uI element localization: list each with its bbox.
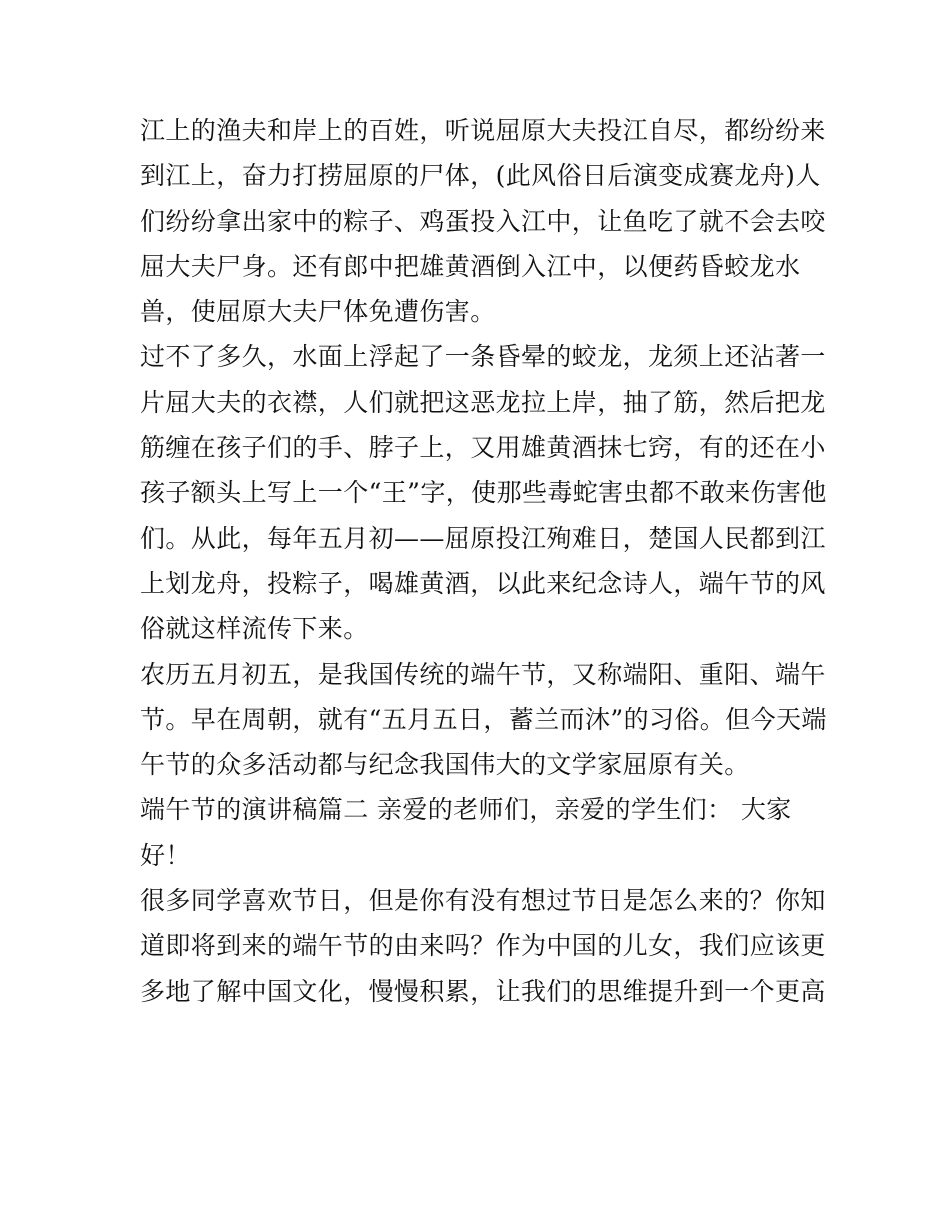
text-line: 过不了多久，水面上浮起了一条昏晕的蛟龙，龙须上还沾著一 (140, 342, 826, 372)
text-line: 端午节的演讲稿篇二 亲爱的老师们，亲爱的学生们： 大家 (140, 795, 792, 825)
text-line: 片屈大夫的衣襟，人们就把这恶龙拉上岸，抽了筋，然后把龙 (140, 387, 826, 417)
body-text (140, 108, 827, 1014)
text-line: 俗就这样流传下来。 (140, 614, 369, 644)
text-line: 孩子额头上写上一个“王”字，使那些毒蛇害虫都不敢来伤害他 (140, 478, 827, 508)
text-line: 兽，使屈原大夫尸体免遭伤害。 (140, 297, 496, 327)
text-line: 节。早在周朝，就有“五月五日，蓄兰而沐”的习俗。但今天端 (140, 704, 827, 734)
text-line: 很多同学喜欢节日，但是你有没有想过节日是怎么来的？你知 (140, 886, 826, 916)
text-line: 午节的众多活动都与纪念我国伟大的文学家屈原有关。 (140, 750, 750, 780)
text-line: 道即将到来的端午节的由来吗？作为中国的儿女，我们应该更 (140, 931, 826, 961)
text-line: 们。从此，每年五月初——屈原投江殉难日，楚国人民都到江 (140, 523, 826, 553)
text-line: 江上的渔夫和岸上的百姓，听说屈原大夫投江自尽，都纷纷来 (140, 116, 826, 145)
text-line: 筋缠在孩子们的手、脖子上，又用雄黄酒抹七窍，有的还在小 (140, 433, 826, 463)
text-line: 到江上，奋力打捞屈原的尸体，(此风俗日后演变成赛龙舟)人 (140, 161, 821, 191)
text-line: 多地了解中国文化，慢慢积累，让我们的思维提升到一个更高 (140, 976, 826, 1006)
text-line: 们纷纷拿出家中的粽子、鸡蛋投入江中，让鱼吃了就不会去咬 (140, 206, 826, 236)
text-line: 农历五月初五，是我国传统的端午节，又称端阳、重阳、端午 (140, 659, 826, 689)
text-line: 上划龙舟，投粽子，喝雄黄酒，以此来纪念诗人，端午节的风 (140, 568, 826, 598)
text-line: 屈大夫尸身。还有郎中把雄黄酒倒入江中，以便药昏蛟龙水 (140, 251, 801, 281)
text-line: 好！ (140, 840, 191, 870)
